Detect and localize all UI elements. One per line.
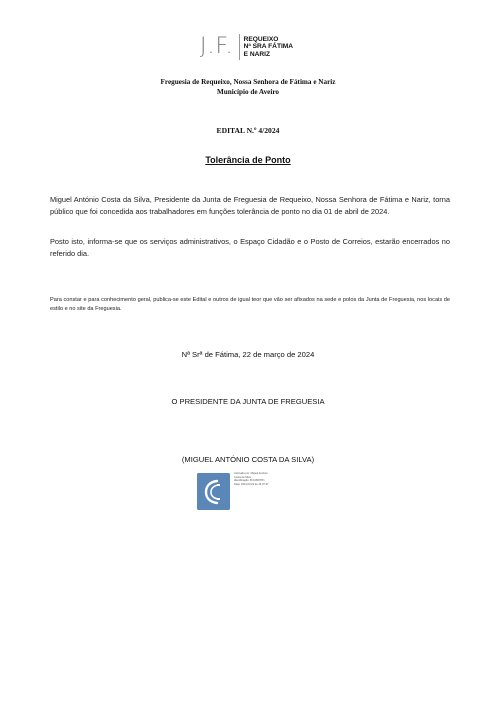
signature-details bbox=[234, 472, 268, 486]
document-title bbox=[0, 155, 496, 165]
signatory-name: (MIGUEL ANTÓNIO COSTA DA SILVA) bbox=[181, 455, 315, 464]
digital-signature-stamp bbox=[197, 470, 317, 514]
header-freguesia: Freguesia de Requeixo, Nossa Senhora de Fátima e Nariz bbox=[160, 78, 336, 86]
freguesia-logo bbox=[200, 33, 293, 61]
signature-line: Assinado por: Miguel António bbox=[234, 472, 268, 475]
logo-divider bbox=[239, 34, 240, 60]
signature-seal-icon bbox=[197, 473, 230, 510]
logo-wordmark bbox=[244, 36, 293, 58]
signature-line: Identificação: BI 10867871 bbox=[234, 479, 265, 483]
date-place: Nª Srª de Fátima, 22 de março de 2024 bbox=[181, 350, 315, 359]
signature-line: Costa da Silva bbox=[234, 475, 251, 479]
signature-badge bbox=[197, 473, 230, 510]
signature-line: Data: 2024-03-22 às 15:37:37 bbox=[234, 482, 269, 486]
logo-line: E NARIZ bbox=[243, 50, 270, 58]
logo-monogram: J.F. bbox=[200, 34, 234, 59]
body-paragraph-3: Para constar e para conhecimento geral, publica-se este Edital e outros de igual teor que vão ser afixados na sede e polos da Junta de Freguesia, nos locais de estilo e no site da Freguesia. bbox=[50, 297, 450, 313]
edital-number: EDITAL N.º 4/2024 bbox=[216, 126, 280, 135]
header-municipio: Município de Aveiro bbox=[216, 88, 280, 96]
body-paragraph-1: Miguel António Costa da Silva, Presidente da Junta de Freguesia de Requeixo, Nossa Senhora de Fátima e Nariz, torna público que foi concedida aos trabalhadores em funções tolerância de ponto no dia 01 de abril de 2024. bbox=[50, 195, 450, 216]
signatory-role: O PRESIDENTE DA JUNTA DE FREGUESIA bbox=[171, 397, 325, 406]
logo-line: REQUEIXO bbox=[243, 35, 279, 43]
logo-line: Nª SRA FÁTIMA bbox=[243, 43, 294, 51]
body-paragraph-2: Posto isto, informa-se que os serviços administrativos, o Espaço Cidadão e o Posto de Correios, estarão encerrados no referido dia. bbox=[50, 237, 450, 258]
document-title-text: Tolerância de Ponto bbox=[205, 155, 291, 165]
